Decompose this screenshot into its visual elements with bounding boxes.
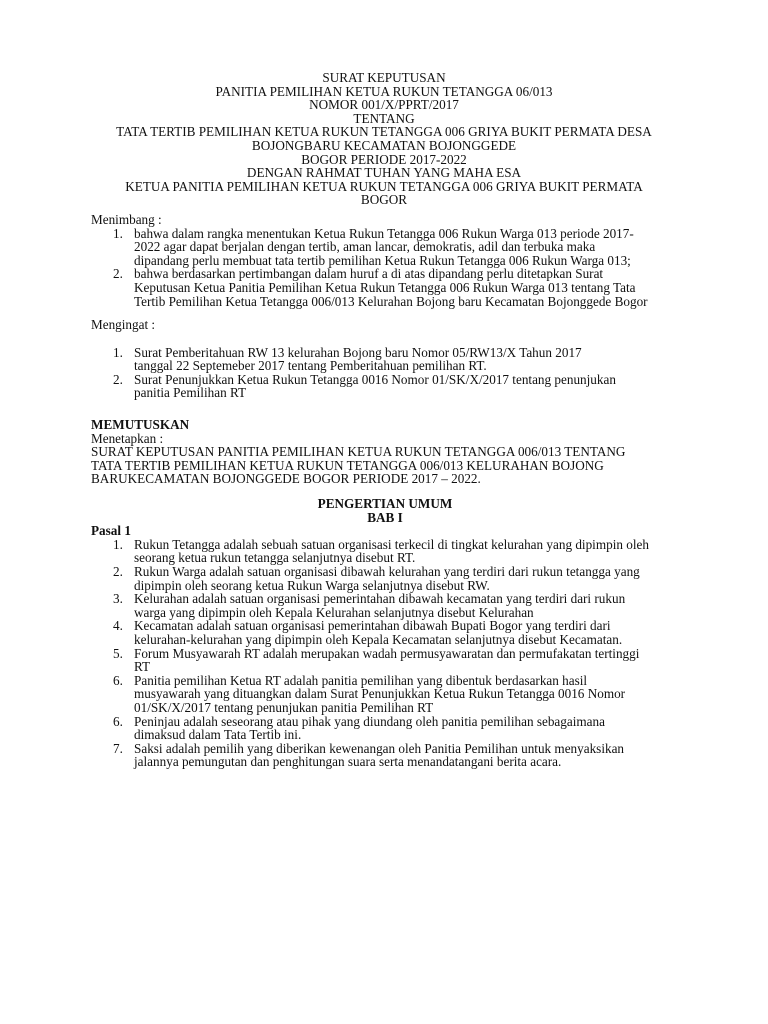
list-item-line: Peninjau adalah seseorang atau pihak yang diundang oleh panitia pemilihan sebagaimana bbox=[134, 713, 605, 729]
mengingat-list bbox=[91, 346, 691, 400]
header-line-period: BOGOR PERIODE 2017-2022 bbox=[301, 151, 467, 167]
menimbang-section bbox=[91, 213, 691, 308]
list-item bbox=[91, 742, 679, 769]
list-item-number: 1. bbox=[113, 536, 123, 552]
list-item-line: Forum Musyawarah RT adalah merupakan wadah permusyawaratan dan permufakatan tertinggi bbox=[134, 645, 640, 661]
header-line-subject-2: BOJONGBARU KECAMATAN BOJONGGEDE bbox=[251, 137, 517, 153]
list-item-number: 1. bbox=[113, 225, 123, 241]
list-item bbox=[91, 647, 679, 674]
list-item-line: Kecamatan adalah satuan organisasi pemerintahan dibawah Bupati Bogor yang terdiri dari bbox=[134, 618, 611, 634]
list-item-line: Panitia pemilihan Ketua RT adalah panitia pemilihan yang dibentuk berdasarkan hasil bbox=[134, 672, 588, 688]
list-item bbox=[91, 565, 679, 592]
mengingat-label: Mengingat : bbox=[91, 317, 156, 332]
list-item-line: dipandang perlu membuat tata tertib pemilihan Ketua Rukun Tetangga 006 Rukun Warga 013; bbox=[134, 252, 631, 268]
pengertian-section bbox=[91, 497, 679, 769]
list-item bbox=[91, 715, 679, 742]
list-item-line: RT bbox=[134, 659, 151, 675]
header-line-chair-1: KETUA PANITIA PEMILIHAN KETUA RUKUN TETANGGA 006 GRIYA BUKIT PERMATA bbox=[125, 178, 643, 194]
list-item-line: musyawarah yang dituangkan dalam Surat Penunjukkan Ketua Rukun Tetangga 0016 Nomor bbox=[134, 686, 626, 702]
document-header bbox=[80, 71, 688, 207]
list-item-line: 2022 agar dapat berjalan dengan tertib, aman lancar, demokratis, adil dan terbuka maka bbox=[134, 239, 596, 255]
menimbang-list bbox=[91, 227, 691, 309]
chapter-title: BAB I bbox=[367, 509, 403, 525]
header-line-title: SURAT KEPUTUSAN bbox=[322, 70, 446, 85]
list-item-line: tanggal 22 Septemeber 2017 tentang Pemberitahuan pemilihan RT. bbox=[134, 358, 487, 374]
memutuskan-heading: MEMUTUSKAN bbox=[91, 417, 190, 432]
list-item-number: 1. bbox=[113, 344, 123, 360]
list-item-number: 6. bbox=[113, 713, 123, 729]
list-item-number: 2. bbox=[113, 563, 123, 579]
menimbang-label: Menimbang : bbox=[91, 212, 162, 227]
list-item-number: 2. bbox=[113, 371, 123, 387]
list-item-line: bahwa dalam rangka menentukan Ketua Rukun Tetangga 006 Rukun Warga 013 periode 2017- bbox=[134, 225, 634, 241]
header-line-committee: PANITIA PEMILIHAN KETUA RUKUN TETANGGA 06/013 bbox=[215, 83, 553, 99]
list-item-line: bahwa berdasarkan pertimbangan dalam huruf a di atas dipandang perlu ditetapkan Surat bbox=[134, 266, 604, 282]
list-item-line: seorang ketua rukun tetangga selanjutnya disebut RT. bbox=[134, 550, 416, 566]
definitions-list bbox=[91, 538, 679, 769]
list-item bbox=[91, 674, 679, 715]
list-item-line: Surat Penunjukkan Ketua Rukun Tetangga 0016 Nomor 01/SK/X/2017 tentang penunjukan bbox=[134, 371, 616, 387]
list-item-line: Surat Pemberitahuan RW 13 kelurahan Bojong baru Nomor 05/RW13/X Tahun 2017 bbox=[134, 344, 582, 360]
mengingat-section bbox=[91, 318, 691, 400]
list-item-number: 3. bbox=[113, 591, 123, 607]
header-line-number: NOMOR 001/X/PPRT/2017 bbox=[309, 97, 459, 113]
header-line-subject-1: TATA TERTIB PEMILIHAN KETUA RUKUN TETANGGA 006 GRIYA BUKIT PERMATA DESA bbox=[116, 124, 652, 140]
memutuskan-section bbox=[91, 418, 679, 486]
list-item-line: jalannya pemungutan dan penghitungan suara serta menandatangani berita acara. bbox=[134, 754, 562, 770]
list-item-number: 2. bbox=[113, 266, 123, 282]
header-line-blessing: DENGAN RAHMAT TUHAN YANG MAHA ESA bbox=[246, 165, 522, 181]
list-item-number: 5. bbox=[113, 645, 123, 661]
list-item bbox=[91, 619, 679, 646]
list-item-line: 01/SK/X/2017 tentang penunjukan panitia Pemilihan RT bbox=[134, 699, 434, 715]
header-line-chair-2: BOGOR bbox=[360, 192, 408, 208]
list-item-line: kelurahan-kelurahan yang dipimpin oleh Kepala Kecamatan selanjutnya disebut Kecamatan. bbox=[134, 631, 623, 647]
list-item-line: dipimpin oleh seorang ketua Rukun Warga selanjutnya disebut RW. bbox=[134, 577, 490, 593]
list-item-number: 6. bbox=[113, 672, 123, 688]
header-line-tentang: TENTANG bbox=[353, 110, 415, 126]
list-item bbox=[91, 538, 679, 565]
list-item-line: Saksi adalah pemilih yang diberikan kewenangan oleh Panitia Pemilihan untuk menyaksikan bbox=[134, 740, 625, 756]
list-item bbox=[91, 227, 691, 268]
list-item-line: Kelurahan adalah satuan organisasi pemerintahan dibawah kecamatan yang terdiri dari rukun bbox=[134, 591, 626, 607]
section-title: PENGERTIAN UMUM bbox=[317, 496, 453, 511]
decision-line: TATA TERTIB PEMILIHAN KETUA RUKUN TETANGGA 006/013 KELURAHAN BOJONG bbox=[91, 457, 604, 473]
list-item-line: Rukun Tetangga adalah sebuah satuan organisasi terkecil di tingkat kelurahan yang dipimpin oleh bbox=[134, 536, 649, 552]
decision-line: BARUKECAMATAN BOJONGGEDE BOGOR PERIODE 2017 – 2022. bbox=[91, 471, 481, 487]
list-item-line: panitia Pemilihan RT bbox=[134, 385, 247, 401]
list-item-line: Rukun Warga adalah satuan organisasi dibawah kelurahan yang terdiri dari rukun tetangga yang bbox=[134, 563, 640, 579]
list-item bbox=[91, 592, 679, 619]
list-item-line: dimaksud dalam Tata Tertib ini. bbox=[134, 727, 302, 743]
article-title: Pasal 1 bbox=[91, 523, 131, 539]
list-item bbox=[91, 373, 691, 400]
list-item-number: 4. bbox=[113, 618, 123, 634]
list-item-line: Tertib Pemilihan Ketua Tetangga 006/013 Kelurahan Bojong baru Kecamatan Bojonggede Bogor bbox=[134, 293, 648, 309]
list-item bbox=[91, 346, 691, 373]
menetapkan-label: Menetapkan : bbox=[91, 430, 164, 446]
list-item-number: 7. bbox=[113, 740, 123, 756]
list-item bbox=[91, 267, 691, 308]
list-item-line: Keputusan Ketua Panitia Pemilihan Ketua Rukun Tetangga 006 Rukun Warga 013 tentang Tata bbox=[134, 279, 636, 295]
decision-line: SURAT KEPUTUSAN PANITIA PEMILIHAN KETUA RUKUN TETANGGA 006/013 TENTANG bbox=[91, 444, 626, 460]
list-item-line: warga yang dipimpin oleh Kepala Kelurahan selanjutnya disebut Kelurahan bbox=[134, 604, 534, 620]
